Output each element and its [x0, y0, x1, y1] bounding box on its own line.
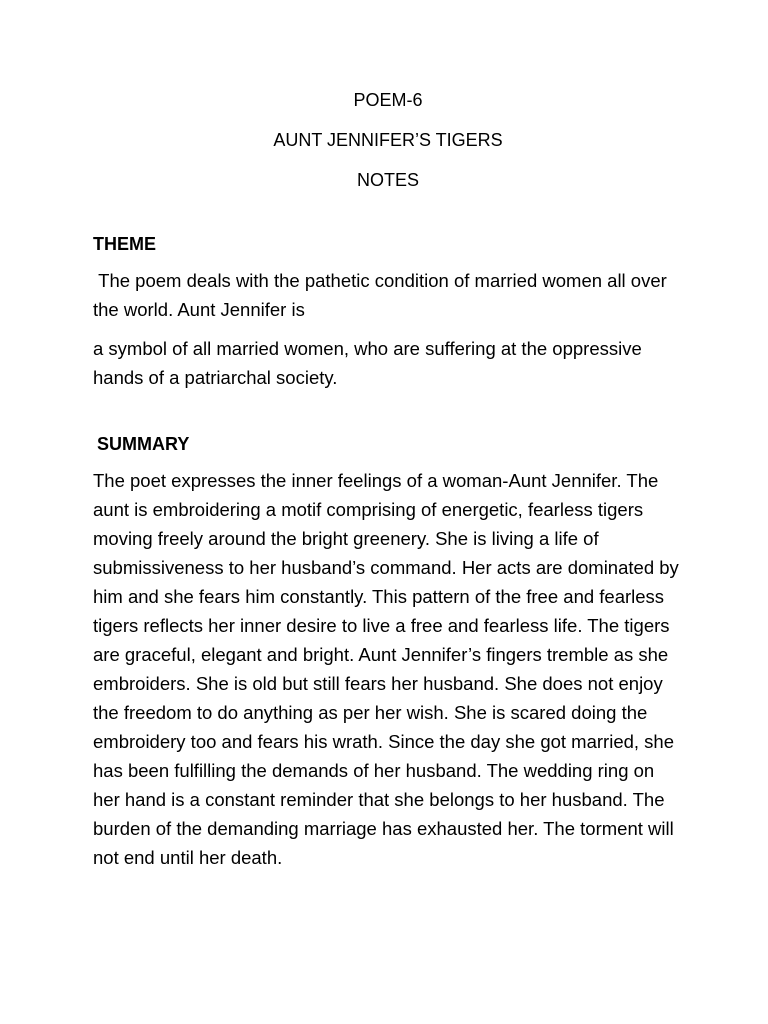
summary-heading: SUMMARY: [97, 434, 190, 454]
notes-label: NOTES: [356, 170, 419, 190]
theme-heading: THEME: [93, 234, 156, 254]
poem-number: POEM-6: [353, 90, 423, 110]
poem-title: AUNT JENNIFER’S TIGERS: [273, 130, 503, 150]
theme-paragraph-1: The poem deals with the pathetic condition of married women all over the world. Aunt Jennifer is: [93, 270, 672, 320]
document-page: [93, 88, 683, 872]
theme-paragraph-2: a symbol of all married women, who are suffering at the oppressive hands of a patriarchal society.: [93, 338, 642, 388]
summary-paragraph: The poet expresses the inner feelings of a woman-Aunt Jennifer. The aunt is embroidering a motif comprising of energetic, fearless tigers moving freely around the bright greenery. She is living a life of submissiveness to her husband’s command. Her acts are dominated by him and she fears him constantly. This pattern of the free and fearless tigers reflects her inner desire to live a free and fearless life. The tigers are graceful, elegant and bright. Aunt Jennifer’s fingers tremble as she embroiders. She is old but still fears her husband. She does not enjoy the freedom to do anything as per her wish. She is scared doing the embroidery too and fears his wrath. Since the day she got married, she has been fulfilling the demands of her husband. The wedding ring on her hand is a constant reminder that she belongs to her husband. The burden of the demanding marriage has exhausted her. The torment will not end until her death.: [93, 470, 679, 868]
